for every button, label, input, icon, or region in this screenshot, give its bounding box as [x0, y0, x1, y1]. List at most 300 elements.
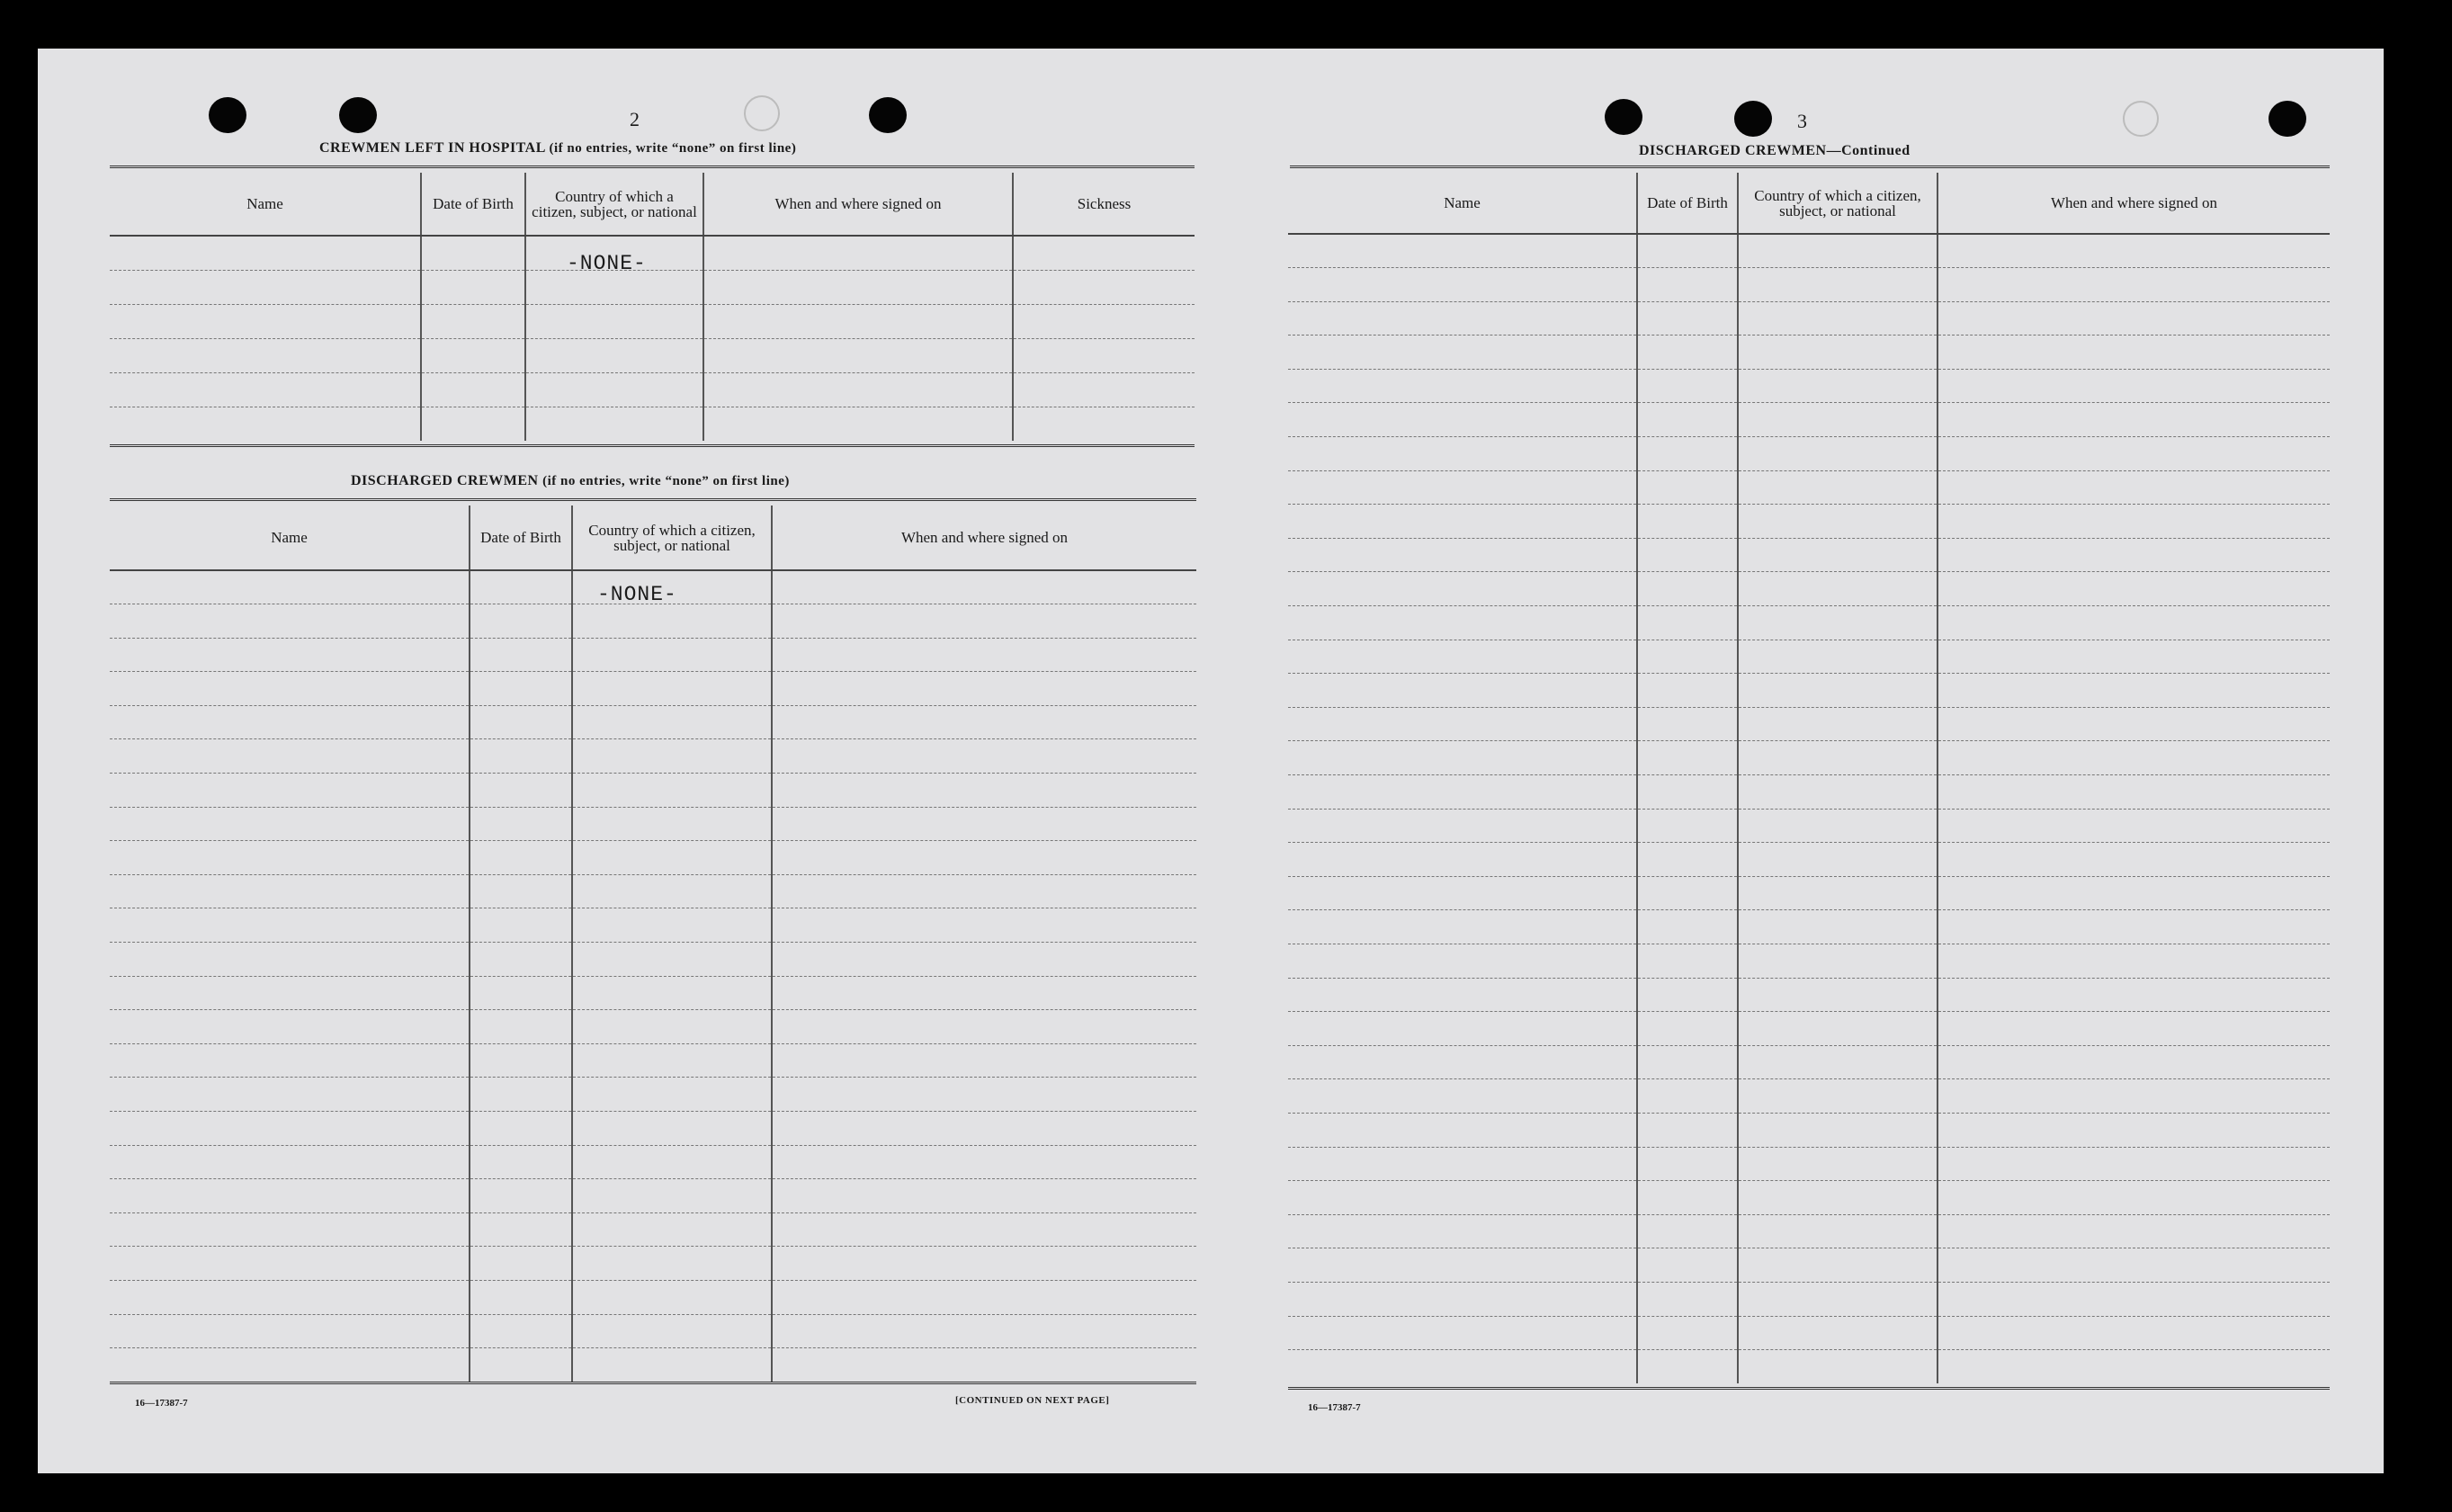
- table-cell: [772, 1179, 1196, 1213]
- table-cell: [1637, 437, 1738, 471]
- table-cell: [1738, 910, 1937, 944]
- table-cell: [703, 270, 1013, 304]
- table-cell: [1288, 606, 1637, 640]
- discharged-rows: [110, 570, 1196, 1382]
- table-cell: [1637, 640, 1738, 674]
- punch-hole: [1734, 101, 1772, 137]
- table-cell: [1738, 470, 1937, 505]
- table-cell: [703, 338, 1013, 372]
- table-row: [1288, 809, 2330, 843]
- table-cell: [1738, 336, 1937, 370]
- discharged-title-note: (if no entries, write “none” on first line): [542, 474, 790, 488]
- discharged-top-rule: [110, 498, 1196, 501]
- table-cell: [110, 638, 470, 672]
- table-cell: [772, 976, 1196, 1010]
- column-header-date-of-birth: Date of Birth: [421, 173, 525, 236]
- table-cell: [110, 1280, 470, 1314]
- table-row: [1288, 1181, 2330, 1215]
- table-cell: [572, 807, 772, 841]
- table-cell: [1288, 640, 1637, 674]
- table-row: [110, 638, 1196, 672]
- column-header-country: Country of which a citizen, subject, or national: [525, 173, 703, 236]
- table-cell: [1288, 876, 1637, 910]
- table-row: [1288, 470, 2330, 505]
- table-cell: [1288, 1316, 1637, 1350]
- column-header-country: Country of which a citizen, subject, or national: [1738, 173, 1937, 234]
- table-cell: [1937, 910, 2330, 944]
- table-cell: [1738, 1012, 1937, 1046]
- table-cell: [110, 304, 421, 338]
- table-cell: [1013, 304, 1195, 338]
- column-header-signed-on: When and where signed on: [703, 173, 1013, 236]
- table-row: [1288, 1214, 2330, 1248]
- table-cell: [772, 570, 1196, 604]
- table-cell: [1637, 369, 1738, 403]
- table-cell: [110, 1112, 470, 1146]
- punch-hole: [869, 97, 907, 133]
- hospital-title-text: CREWMEN LEFT IN HOSPITAL: [319, 140, 546, 156]
- table-cell: [703, 407, 1013, 441]
- table-row: [110, 407, 1195, 441]
- table-cell: [1937, 809, 2330, 843]
- table-cell: [110, 1314, 470, 1348]
- table-cell: [772, 1212, 1196, 1247]
- table-cell: [1937, 876, 2330, 910]
- hospital-table: [110, 173, 1195, 441]
- table-cell: [1288, 538, 1637, 572]
- continued-discharged-table: [1288, 173, 2330, 1383]
- table-cell: [1288, 809, 1637, 843]
- column-header-date-of-birth: Date of Birth: [470, 505, 572, 570]
- table-row: [110, 270, 1195, 304]
- table-cell: [470, 943, 572, 977]
- table-cell: [1637, 538, 1738, 572]
- table-cell: [110, 774, 470, 808]
- table-cell: [572, 1145, 772, 1179]
- table-cell: [1738, 674, 1937, 708]
- table-cell: [772, 774, 1196, 808]
- table-cell: [470, 1145, 572, 1179]
- table-cell: [1637, 944, 1738, 978]
- table-cell: [1937, 336, 2330, 370]
- right-top-rule: [1290, 166, 2330, 168]
- table-cell: [1288, 843, 1637, 877]
- table-cell: [1288, 470, 1637, 505]
- table-cell: [1738, 1045, 1937, 1079]
- table-cell: [1013, 236, 1195, 270]
- table-cell: [1013, 270, 1195, 304]
- table-row: [110, 1179, 1196, 1213]
- table-row: [1288, 336, 2330, 370]
- column-header-country: Country of which a citizen, subject, or national: [572, 505, 772, 570]
- table-cell: [572, 1212, 772, 1247]
- table-row: [110, 1280, 1196, 1314]
- table-cell: [1937, 1147, 2330, 1181]
- table-cell: [703, 372, 1013, 407]
- table-row: [110, 1247, 1196, 1281]
- table-cell: [470, 874, 572, 908]
- punch-hole: [1605, 99, 1642, 135]
- table-row: [1288, 403, 2330, 437]
- table-cell: [572, 672, 772, 706]
- table-cell: [470, 1112, 572, 1146]
- table-cell: [110, 874, 470, 908]
- table-cell: [1937, 1282, 2330, 1316]
- table-cell: [1738, 1350, 1937, 1384]
- table-cell: [110, 739, 470, 774]
- table-cell: [572, 1348, 772, 1382]
- table-cell: [1288, 944, 1637, 978]
- table-cell: [1288, 336, 1637, 370]
- table-cell: [1013, 407, 1195, 441]
- table-cell: [1738, 843, 1937, 877]
- page-number-left: 2: [630, 108, 640, 130]
- table-cell: [1738, 538, 1937, 572]
- hospital-rows: [110, 236, 1195, 441]
- table-cell: [110, 943, 470, 977]
- table-row: [110, 604, 1196, 639]
- table-row: [1288, 572, 2330, 606]
- table-row: [1288, 234, 2330, 268]
- table-cell: [1937, 1045, 2330, 1079]
- hospital-top-rule: [110, 166, 1195, 168]
- table-cell: [470, 570, 572, 604]
- table-cell: [572, 774, 772, 808]
- table-row: [110, 1010, 1196, 1044]
- table-cell: [1937, 234, 2330, 268]
- table-cell: [1637, 1012, 1738, 1046]
- table-cell: [470, 1043, 572, 1078]
- table-cell: [1937, 674, 2330, 708]
- table-cell: [470, 807, 572, 841]
- table-cell: [470, 739, 572, 774]
- table-row: [1288, 1045, 2330, 1079]
- table-cell: [1288, 1079, 1637, 1114]
- table-cell: [772, 705, 1196, 739]
- table-cell: [1637, 336, 1738, 370]
- table-cell: [1637, 707, 1738, 741]
- table-cell: [1937, 572, 2330, 606]
- hospital-section-title: [319, 140, 796, 157]
- table-row: [1288, 505, 2330, 539]
- table-row: [1288, 538, 2330, 572]
- table-cell: [1937, 707, 2330, 741]
- table-row: [1288, 1147, 2330, 1181]
- column-header-name: Name: [110, 173, 421, 236]
- table-row: [110, 338, 1195, 372]
- table-cell: [1738, 1316, 1937, 1350]
- table-cell: [1288, 369, 1637, 403]
- table-cell: [470, 604, 572, 639]
- table-cell: [110, 672, 470, 706]
- table-cell: [572, 1078, 772, 1112]
- table-cell: [572, 739, 772, 774]
- right-bottom-rule: [1288, 1387, 2330, 1390]
- table-cell: [772, 1314, 1196, 1348]
- table-cell: [572, 604, 772, 639]
- table-cell: [1288, 301, 1637, 336]
- table-cell: [470, 908, 572, 943]
- table-cell: [1738, 1079, 1937, 1114]
- table-cell: [772, 672, 1196, 706]
- table-cell: [421, 270, 525, 304]
- table-cell: [1637, 876, 1738, 910]
- discharged-section-title: [351, 473, 790, 489]
- table-cell: [1738, 775, 1937, 810]
- table-cell: [572, 1280, 772, 1314]
- table-cell: [772, 1043, 1196, 1078]
- form-number-left: 16—17387-7: [135, 1398, 188, 1409]
- table-cell: [1738, 403, 1937, 437]
- table-cell: [110, 1348, 470, 1382]
- table-cell: [470, 1247, 572, 1281]
- table-cell: [772, 1145, 1196, 1179]
- table-cell: [572, 1179, 772, 1213]
- table-cell: [1937, 944, 2330, 978]
- table-cell: [110, 1212, 470, 1247]
- table-cell: [1288, 1248, 1637, 1283]
- punch-hole: [2269, 101, 2306, 137]
- table-row: [1288, 301, 2330, 336]
- column-header-name: Name: [110, 505, 470, 570]
- table-cell: [1738, 876, 1937, 910]
- table-cell: [1288, 1012, 1637, 1046]
- table-row: [1288, 775, 2330, 810]
- table-cell: [1013, 372, 1195, 407]
- table-cell: [1937, 1181, 2330, 1215]
- table-cell: [1937, 301, 2330, 336]
- table-row: [110, 672, 1196, 706]
- table-cell: [1637, 234, 1738, 268]
- table-row: [1288, 843, 2330, 877]
- table-cell: [1288, 1113, 1637, 1147]
- table-cell: [470, 1314, 572, 1348]
- table-cell: [1738, 944, 1937, 978]
- table-cell: [572, 874, 772, 908]
- table-cell: [1738, 1248, 1937, 1283]
- table-cell: [1288, 1181, 1637, 1215]
- table-row: [1288, 1316, 2330, 1350]
- table-cell: [525, 407, 703, 441]
- table-cell: [1937, 843, 2330, 877]
- table-cell: [470, 1010, 572, 1044]
- table-row: [110, 976, 1196, 1010]
- table-cell: [572, 1314, 772, 1348]
- table-cell: [470, 1078, 572, 1112]
- table-cell: [1738, 741, 1937, 775]
- table-row: [1288, 978, 2330, 1012]
- punch-hole: [2123, 101, 2159, 137]
- table-cell: [1013, 338, 1195, 372]
- table-cell: [572, 976, 772, 1010]
- table-cell: [1288, 1147, 1637, 1181]
- table-row: [110, 943, 1196, 977]
- table-cell: [1637, 910, 1738, 944]
- table-cell: [1738, 1147, 1937, 1181]
- table-cell: [1738, 978, 1937, 1012]
- table-row: [110, 841, 1196, 875]
- table-cell: [110, 236, 421, 270]
- table-cell: [1937, 640, 2330, 674]
- table-cell: [1937, 606, 2330, 640]
- table-cell: [1288, 775, 1637, 810]
- table-cell: [1738, 1181, 1937, 1215]
- table-cell: [110, 1010, 470, 1044]
- table-cell: [772, 604, 1196, 639]
- table-cell: [1637, 978, 1738, 1012]
- column-header-date-of-birth: Date of Birth: [1637, 173, 1738, 234]
- table-cell: [1738, 505, 1937, 539]
- table-cell: [572, 908, 772, 943]
- table-cell: [525, 304, 703, 338]
- table-cell: [1738, 606, 1937, 640]
- table-cell: [1637, 1079, 1738, 1114]
- table-cell: [470, 1280, 572, 1314]
- table-cell: [772, 1078, 1196, 1112]
- table-cell: [470, 672, 572, 706]
- table-row: [1288, 674, 2330, 708]
- table-cell: [1637, 1045, 1738, 1079]
- table-row: [1288, 944, 2330, 978]
- table-cell: [1937, 1316, 2330, 1350]
- table-row: [1288, 1350, 2330, 1384]
- table-cell: [572, 1247, 772, 1281]
- table-cell: [772, 1112, 1196, 1146]
- table-cell: [470, 976, 572, 1010]
- hospital-bottom-rule: [110, 444, 1195, 447]
- table-cell: [772, 908, 1196, 943]
- table-row: [1288, 707, 2330, 741]
- table-cell: [1637, 1214, 1738, 1248]
- table-cell: [1937, 1248, 2330, 1283]
- table-row: [1288, 640, 2330, 674]
- punch-hole: [744, 95, 780, 131]
- table-cell: [470, 774, 572, 808]
- table-cell: [470, 1179, 572, 1213]
- table-cell: [525, 338, 703, 372]
- hospital-none-entry: -NONE-: [567, 252, 647, 275]
- table-row: [1288, 437, 2330, 471]
- table-cell: [421, 338, 525, 372]
- discharged-title-text: DISCHARGED CREWMEN: [351, 473, 539, 488]
- table-cell: [470, 1348, 572, 1382]
- table-cell: [421, 236, 525, 270]
- table-cell: [110, 338, 421, 372]
- table-cell: [1937, 741, 2330, 775]
- table-cell: [1937, 1113, 2330, 1147]
- table-cell: [1637, 809, 1738, 843]
- table-cell: [110, 407, 421, 441]
- table-cell: [572, 705, 772, 739]
- discharged-none-entry: -NONE-: [597, 583, 677, 606]
- table-cell: [572, 1010, 772, 1044]
- table-cell: [110, 1179, 470, 1213]
- table-cell: [1937, 1012, 2330, 1046]
- table-row: [1288, 741, 2330, 775]
- table-cell: [772, 874, 1196, 908]
- table-cell: [772, 1348, 1196, 1382]
- table-cell: [421, 407, 525, 441]
- table-row: [1288, 369, 2330, 403]
- page-number-right: 3: [1797, 110, 1807, 132]
- table-row: [1288, 910, 2330, 944]
- table-cell: [1937, 369, 2330, 403]
- column-header-signed-on: When and where signed on: [772, 505, 1196, 570]
- table-cell: [1637, 1282, 1738, 1316]
- table-row: [1288, 876, 2330, 910]
- table-cell: [1738, 1113, 1937, 1147]
- table-cell: [110, 908, 470, 943]
- table-cell: [572, 638, 772, 672]
- table-cell: [1637, 1350, 1738, 1384]
- table-cell: [1937, 978, 2330, 1012]
- table-cell: [1637, 301, 1738, 336]
- table-cell: [772, 638, 1196, 672]
- table-cell: [1288, 910, 1637, 944]
- punch-hole: [209, 97, 246, 133]
- table-cell: [1288, 1350, 1637, 1384]
- table-cell: [1937, 538, 2330, 572]
- hospital-title-note: (if no entries, write “none” on first line): [549, 141, 797, 156]
- table-cell: [1937, 268, 2330, 302]
- table-cell: [1637, 403, 1738, 437]
- table-cell: [1738, 234, 1937, 268]
- table-cell: [1937, 470, 2330, 505]
- table-cell: [1288, 505, 1637, 539]
- table-row: [110, 1314, 1196, 1348]
- column-header-signed-on: When and where signed on: [1937, 173, 2330, 234]
- table-cell: [1738, 268, 1937, 302]
- table-cell: [1288, 978, 1637, 1012]
- table-cell: [1637, 674, 1738, 708]
- table-row: [1288, 1248, 2330, 1283]
- table-cell: [1738, 1282, 1937, 1316]
- discharged-bottom-rule: [110, 1382, 1196, 1384]
- table-cell: [772, 739, 1196, 774]
- table-cell: [110, 270, 421, 304]
- table-cell: [1738, 301, 1937, 336]
- table-cell: [1937, 403, 2330, 437]
- table-row: [110, 1043, 1196, 1078]
- table-cell: [1738, 369, 1937, 403]
- table-cell: [525, 372, 703, 407]
- table-cell: [421, 372, 525, 407]
- table-cell: [470, 638, 572, 672]
- table-cell: [1637, 1316, 1738, 1350]
- table-row: [110, 1078, 1196, 1112]
- table-cell: [1637, 1181, 1738, 1215]
- discharged-table: [110, 505, 1196, 1382]
- table-cell: [1637, 505, 1738, 539]
- table-row: [110, 739, 1196, 774]
- table-cell: [1738, 572, 1937, 606]
- table-row: [1288, 1282, 2330, 1316]
- form-number-right: 16—17387-7: [1308, 1402, 1361, 1413]
- table-cell: [110, 604, 470, 639]
- table-row: [110, 705, 1196, 739]
- table-cell: [1937, 505, 2330, 539]
- table-cell: [1738, 640, 1937, 674]
- table-row: [1288, 1079, 2330, 1114]
- table-cell: [1738, 437, 1937, 471]
- table-cell: [1738, 809, 1937, 843]
- table-cell: [110, 372, 421, 407]
- table-row: [1288, 1113, 2330, 1147]
- table-cell: [1288, 1045, 1637, 1079]
- table-cell: [572, 1112, 772, 1146]
- table-cell: [1637, 572, 1738, 606]
- right-section-title: DISCHARGED CREWMEN—Continued: [1639, 143, 1911, 158]
